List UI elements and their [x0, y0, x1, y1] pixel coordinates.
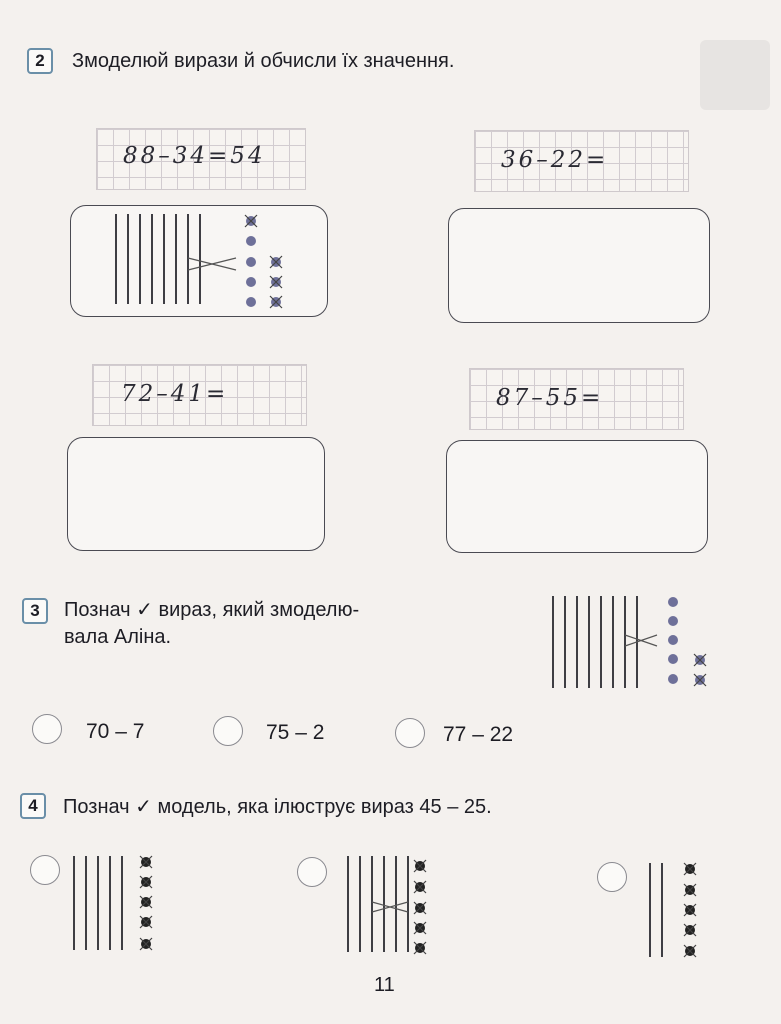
- task-3-number: 3: [22, 598, 48, 624]
- expression-2: 36–22=: [501, 147, 609, 173]
- task-3-instruction-line1: Познач ✓ вираз, який змоделю-: [64, 599, 360, 621]
- option-radio-2[interactable]: [213, 716, 243, 746]
- option-label-2: 75 – 2: [266, 721, 325, 744]
- task-3-instruction-line2: вала Аліна.: [64, 626, 172, 648]
- expression-grid-2: [474, 130, 689, 192]
- model-choice-radio-3[interactable]: [597, 862, 627, 892]
- model-box-3[interactable]: [67, 437, 325, 551]
- model-choice-radio-1[interactable]: [30, 855, 60, 885]
- page-number: 11: [374, 974, 395, 996]
- expression-grid-1: [96, 128, 306, 190]
- task-4-number: 4: [20, 793, 46, 819]
- expression-grid-4: [469, 368, 684, 430]
- expression-3: 72–41=: [121, 381, 229, 407]
- task-2-number: 2: [27, 48, 53, 74]
- model-box-1[interactable]: [70, 205, 328, 317]
- model-choice-2: [340, 852, 440, 957]
- model-drawing-1: [71, 206, 329, 318]
- task-4-instruction: Познач ✓ модель, яка ілюструє вираз 45 – 25.: [63, 796, 492, 818]
- option-radio-1[interactable]: [32, 714, 62, 744]
- alina-model: [545, 590, 715, 700]
- expression-grid-3: [92, 364, 307, 426]
- model-choice-1: [68, 852, 158, 957]
- expression-1: 88–34=54: [123, 143, 266, 169]
- model-choice-radio-2[interactable]: [297, 857, 327, 887]
- expression-4: 87–55=: [496, 385, 604, 411]
- option-radio-3[interactable]: [395, 718, 425, 748]
- option-label-1: 70 – 7: [86, 720, 145, 743]
- option-label-3: 77 – 22: [443, 723, 514, 746]
- model-box-2[interactable]: [448, 208, 710, 323]
- model-choice-3: [640, 857, 710, 962]
- task-2-instruction: Змоделюй вирази й обчисли їх значення.: [72, 50, 455, 72]
- model-box-4[interactable]: [446, 440, 708, 553]
- background-show-through: [700, 40, 770, 110]
